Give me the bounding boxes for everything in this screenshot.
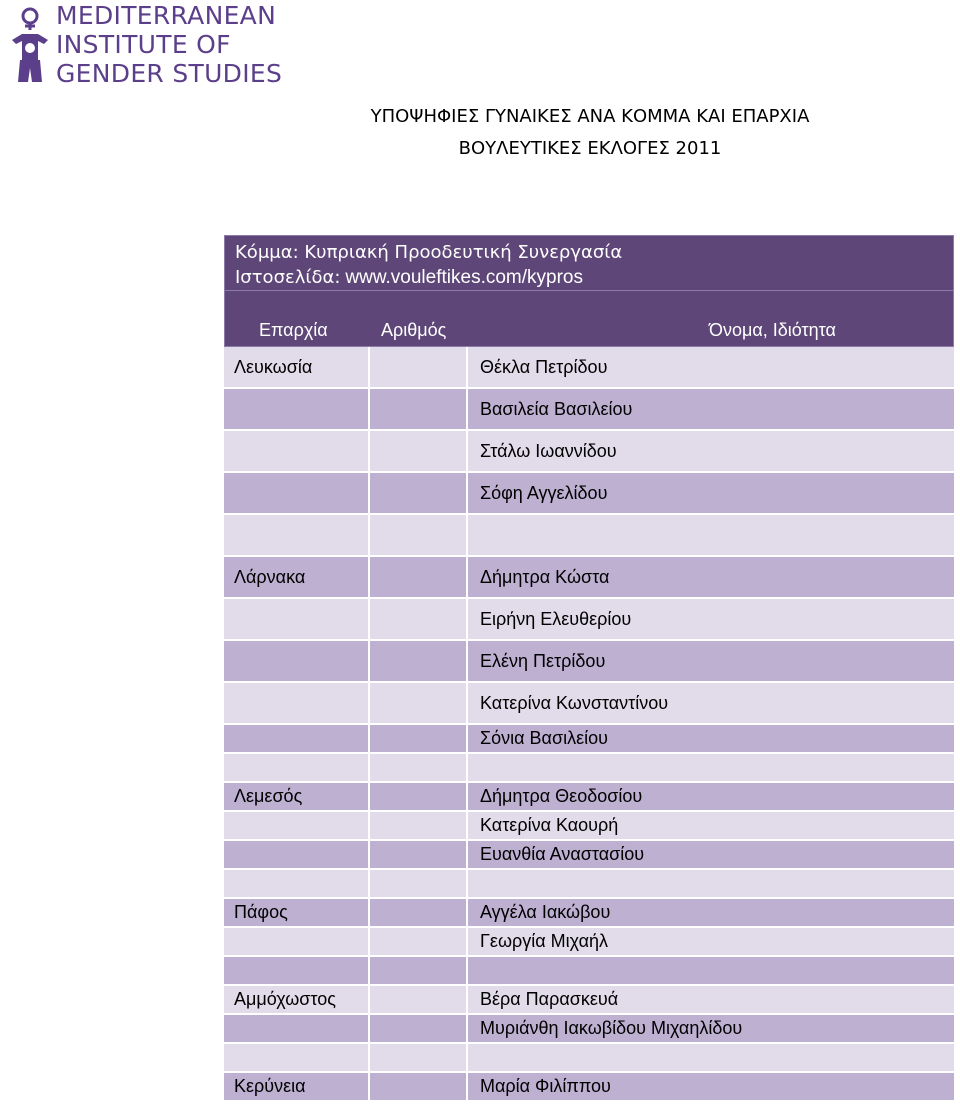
column-header-district: Επαρχία [259,320,328,340]
district-cell: Λεμεσός [224,783,370,810]
district-cell: Κερύνεια [224,1073,370,1100]
table-row [224,557,954,599]
name-cell: Μυριάνθη Ιακωβίδου Μιχαηλίδου [480,1018,743,1038]
name-cell: Θέκλα Πετρίδου [480,356,608,377]
logo-line-3: GENDER STUDIES [56,59,283,88]
name-cell: Αγγέλα Ιακώβου [480,902,611,922]
district-cell [224,683,370,723]
district-cell [224,725,370,752]
figure-with-venus-mars-symbols-icon [8,4,52,84]
number-cell [370,870,468,897]
number-cell [370,812,468,839]
party-header [224,235,954,291]
table-row [224,812,954,841]
number-cell [370,473,468,513]
table-row [224,899,954,928]
table-row [224,641,954,683]
name-cell: Κατερίνα Καουρή [480,815,619,835]
table-row [224,1073,954,1102]
number-cell [370,725,468,752]
table-row [224,841,954,870]
table-row [224,515,954,557]
number-cell [370,347,468,387]
website-label: Ιστοσελίδα: [235,267,341,288]
name-cell: Στάλω Ιωαννίδου [480,440,617,461]
name-cell: Κατερίνα Κωνσταντίνου [480,692,669,713]
number-cell [370,928,468,955]
district-cell [224,957,370,984]
name-cell: Σόνια Βασιλείου [480,728,608,748]
table-row [224,389,954,431]
number-cell [370,1073,468,1100]
table-row [224,599,954,641]
name-cell: Γεωργία Μιχαήλ [480,931,609,951]
table-body [224,347,954,1102]
number-cell [370,683,468,723]
district-cell: Αμμόχωστος [224,986,370,1013]
district-cell [224,431,370,471]
name-cell [468,1044,954,1071]
name-cell: Βέρα Παρασκευά [480,989,619,1009]
district-cell [224,754,370,781]
table-row [224,473,954,515]
district-cell [224,841,370,868]
name-cell: Μαρία Φιλίππου [480,1076,611,1096]
number-cell [370,557,468,597]
candidates-table [224,235,954,1102]
district-cell [224,812,370,839]
name-cell: Ελένη Πετρίδου [480,650,606,671]
website-link[interactable]: www.vouleftikes.com/kypros [345,267,583,288]
document-title: ΥΠΟΨΗΦΙΕΣ ΓΥΝΑΙΚΕΣ ΑΝΑ ΚΟΜΜΑ ΚΑΙ ΕΠΑΡΧΙΑ [370,106,810,127]
number-cell [370,389,468,429]
document-subtitle: ΒΟΥΛΕΥΤΙΚΕΣ ΕΚΛΟΓΕΣ 2011 [458,138,722,159]
table-row [224,431,954,473]
table-row [224,1015,954,1044]
number-cell [370,841,468,868]
number-cell [370,431,468,471]
number-cell [370,1015,468,1042]
institute-name [56,2,282,89]
table-row [224,725,954,754]
name-cell: Ευανθία Αναστασίου [480,844,645,864]
number-cell [370,899,468,926]
district-cell [224,641,370,681]
party-name: Κόμμα: Κυπριακή Προοδευτική Συνεργασία [235,242,623,263]
district-cell [224,1015,370,1042]
district-cell [224,473,370,513]
name-cell [468,870,954,897]
name-cell: Ειρήνη Ελευθερίου [480,608,632,629]
number-cell [370,599,468,639]
name-cell: Σόφη Αγγελίδου [480,482,608,503]
logo-line-2: INSTITUTE OF [56,30,231,59]
table-row [224,347,954,389]
table-row [224,683,954,725]
district-cell: Πάφος [224,899,370,926]
district-cell [224,599,370,639]
number-cell [370,641,468,681]
number-cell [370,1044,468,1071]
number-cell [370,986,468,1013]
number-cell [370,754,468,781]
name-cell: Δήμητρα Θεοδοσίου [480,786,643,806]
number-cell [370,515,468,555]
district-cell [224,870,370,897]
table-row [224,754,954,783]
name-cell [468,957,954,984]
district-cell: Λάρνακα [224,557,370,597]
number-cell [370,957,468,984]
name-cell [468,754,954,781]
name-cell [468,515,954,555]
table-row [224,928,954,957]
name-cell: Βασιλεία Βασιλείου [480,398,633,419]
column-headers [224,291,954,347]
table-row [224,957,954,986]
district-cell: Λευκωσία [224,347,370,387]
district-cell [224,928,370,955]
district-cell [224,1044,370,1071]
name-cell: Δήμητρα Κώστα [480,566,610,587]
table-row [224,1044,954,1073]
institute-logo [4,1,283,88]
district-cell [224,515,370,555]
district-cell [224,389,370,429]
column-header-number: Αριθμός [381,320,447,340]
table-row [224,870,954,899]
logo-line-1: MEDITERRANEAN [56,1,277,30]
column-header-name: Όνομα, Ιδιότητα [709,320,836,340]
number-cell [370,783,468,810]
table-row [224,783,954,812]
table-row [224,986,954,1015]
